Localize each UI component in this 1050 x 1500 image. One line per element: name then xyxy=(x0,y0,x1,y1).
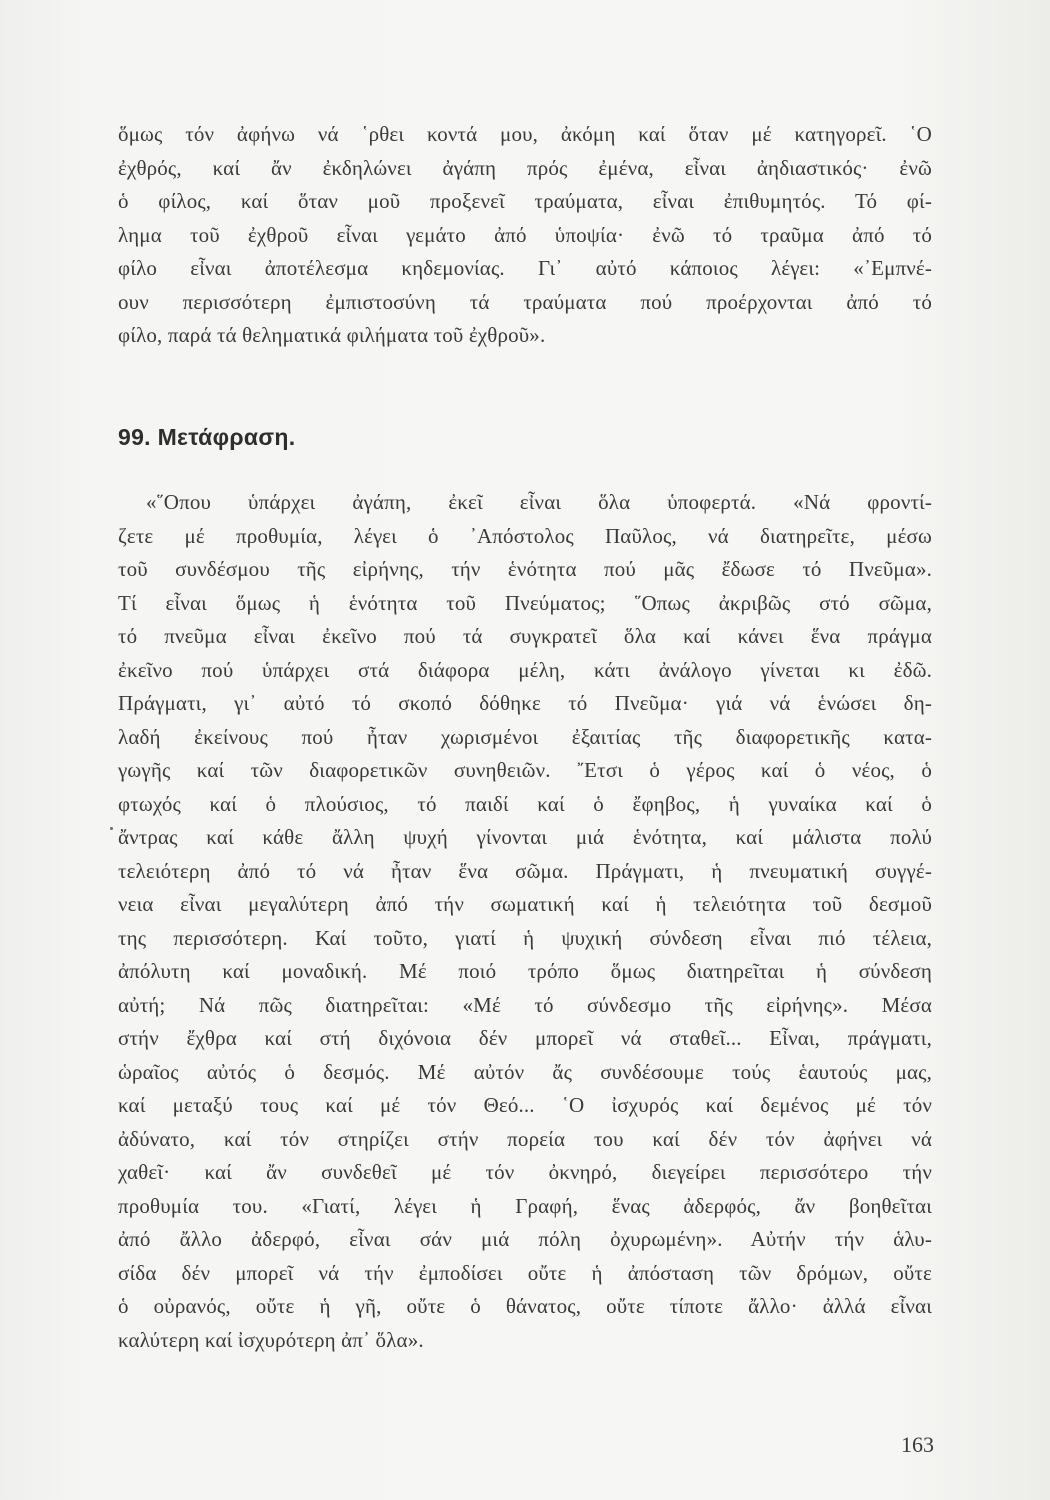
text-line: νεια εἶναι μεγαλύτερη ἀπό τήν σωματική καί ἡ τελειότητα τοῦ δεσμοῦ xyxy=(118,892,932,916)
text-line: αὐτή; Νά πῶς διατηρεῖται: «Μέ τό σύνδεσμο τῆς εἰρήνης». Μέσα xyxy=(118,992,932,1017)
text-line: τελειότερη ἀπό τό νά ἦταν ἕνα σῶμα. Πράγματι, ἡ πνευματική συγγέ- xyxy=(118,858,932,883)
text-line: Τί εἶναι ὅμως ἡ ἑνότητα τοῦ Πνεύματος; ῞Οπως ἀκριβῶς στό σῶμα, xyxy=(118,590,932,615)
text-line: ἀπό ἄλλο ἀδερφό, εἶναι σάν μιά πόλη ὀχυρωμένη». Αὐτήν τήν ἁλυ- xyxy=(118,1227,932,1251)
text-line: τό πνεῦμα εἶναι ἐκεῖνο πού τά συγκρατεῖ ὅλα καί κάνει ἕνα πράγμα xyxy=(118,624,932,648)
text-line: καλύτερη καί ἰσχυρότερη ἀπ᾽ ὅλα». xyxy=(118,1327,424,1352)
text-line: λαδή ἐκείνους πού ἦταν χωρισμένοι ἐξαιτίας τῆς διαφορετικῆς κατα- xyxy=(118,724,932,749)
text-line: της περισσότερη. Καί τοῦτο, γιατί ἡ ψυχική σύνδεση εἶναι πιό τέλεια, xyxy=(118,925,932,950)
text-line: ουν περισσότερη ἐμπιστοσύνη τά τραύματα πού προέρχονται ἀπό τό xyxy=(118,289,932,314)
text-line: λημα τοῦ ἐχθροῦ εἶναι γεμάτο ἀπό ὑποψία· ἐνῶ τό τραῦμα ἀπό τό xyxy=(118,222,932,247)
text-line: τοῦ συνδέσμου τῆς εἰρήνης, τήν ἑνότητα πού μᾶς ἔδωσε τό Πνεῦμα». xyxy=(118,557,932,581)
text-line: σίδα δέν μπορεῖ νά τήν ἐμποδίσει οὔτε ἡ ἀπόσταση τῶν δρόμων, οὔτε xyxy=(118,1260,932,1285)
text-line: ἄντρας καί κάθε ἄλλη ψυχή γίνονται μιά ἑνότητα, καί μάλιστα πολύ xyxy=(118,825,932,849)
text-line: ἐχθρός, καί ἄν ἐκδηλώνει ἀγάπη πρός ἐμένα, εἶναι ἀηδιαστικός· ἐνῶ xyxy=(118,155,932,180)
print-speck xyxy=(110,827,113,830)
text-line: ὁ φίλος, καί ὅταν μοῦ προξενεῖ τραύματα, εἶναι ἐπιθυμητός. Τό φί- xyxy=(118,189,932,213)
text-line: στήν ἔχθρα καί στή διχόνοια δέν μπορεῖ νά σταθεῖ... Εἶναι, πράγματι, xyxy=(118,1026,932,1050)
text-line: «῞Οπου ὑπάρχει ἀγάπη, ἐκεῖ εἶναι ὅλα ὑποφερτά. «Νά φροντί- xyxy=(146,490,932,514)
text-line: καί μεταξύ τους καί μέ τόν Θεό... ῾Ο ἰσχυρός καί δεμένος μέ τόν xyxy=(118,1093,932,1117)
text-line: φίλο εἶναι ἀποτέλεσμα κηδεμονίας. Γι᾽ αὐτό κάποιος λέγει: «᾽Εμπνέ- xyxy=(118,256,932,280)
text-line: ὁ οὐρανός, οὔτε ἡ γῆ, οὔτε ὁ θάνατος, οὔτε τίποτε ἄλλο· ἀλλά εἶναι xyxy=(118,1294,932,1318)
text-line: φτωχός καί ὁ πλούσιος, τό παιδί καί ὁ ἔφηβος, ἡ γυναίκα καί ὁ xyxy=(118,791,932,816)
section-body-paragraph xyxy=(118,486,932,1357)
page-number: 163 xyxy=(901,1432,934,1457)
text-line: ζετε μέ προθυμία, λέγει ὁ ᾽Απόστολος Παῦλος, νά διατηρεῖτε, μέσω xyxy=(118,523,932,548)
text-line: γωγῆς καί τῶν διαφορετικῶν συνηθειῶν. ῎Ετσι ὁ γέρος καί ὁ νέος, ὁ xyxy=(118,758,932,782)
text-line: ὅμως τόν ἀφήνω νά ῾ρθει κοντά μου, ἀκόμη καί ὅταν μέ κατηγορεῖ. ῾Ο xyxy=(118,122,932,146)
text-line: ἐκεῖνο πού ὑπάρχει στά διάφορα μέλη, κάτι ἀνάλογο γίνεται κι ἐδῶ. xyxy=(118,657,932,682)
text-line: προθυμία του. «Γιατί, λέγει ἡ Γραφή, ἕνας ἀδερφός, ἄν βοηθεῖται xyxy=(118,1193,932,1218)
text-line: ὡραῖος αὐτός ὁ δεσμός. Μέ αὐτόν ἄς συνδέσουμε τούς ἑαυτούς μας, xyxy=(118,1059,932,1084)
text-line: Πράγματι, γι᾽ αὐτό τό σκοπό δόθηκε τό Πνεῦμα· γιά νά ἑνώσει δη- xyxy=(118,691,932,715)
section-heading: 99. Μετάφραση. xyxy=(118,424,296,450)
text-line: ἀδύνατο, καί τόν στηρίζει στήν πορεία του καί δέν τόν ἀφήνει νά xyxy=(118,1126,932,1151)
text-line: φίλο, παρά τά θεληματικά φιλήματα τοῦ ἐχθροῦ». xyxy=(118,323,546,347)
text-line: χαθεῖ· καί ἄν συνδεθεῖ μέ τόν ὀκνηρό, διεγείρει περισσότερο τήν xyxy=(118,1160,932,1184)
continued-paragraph xyxy=(118,118,932,353)
text-line: ἀπόλυτη καί μοναδική. Μέ ποιό τρόπο ὅμως διατηρεῖται ἡ σύνδεση xyxy=(118,959,932,983)
